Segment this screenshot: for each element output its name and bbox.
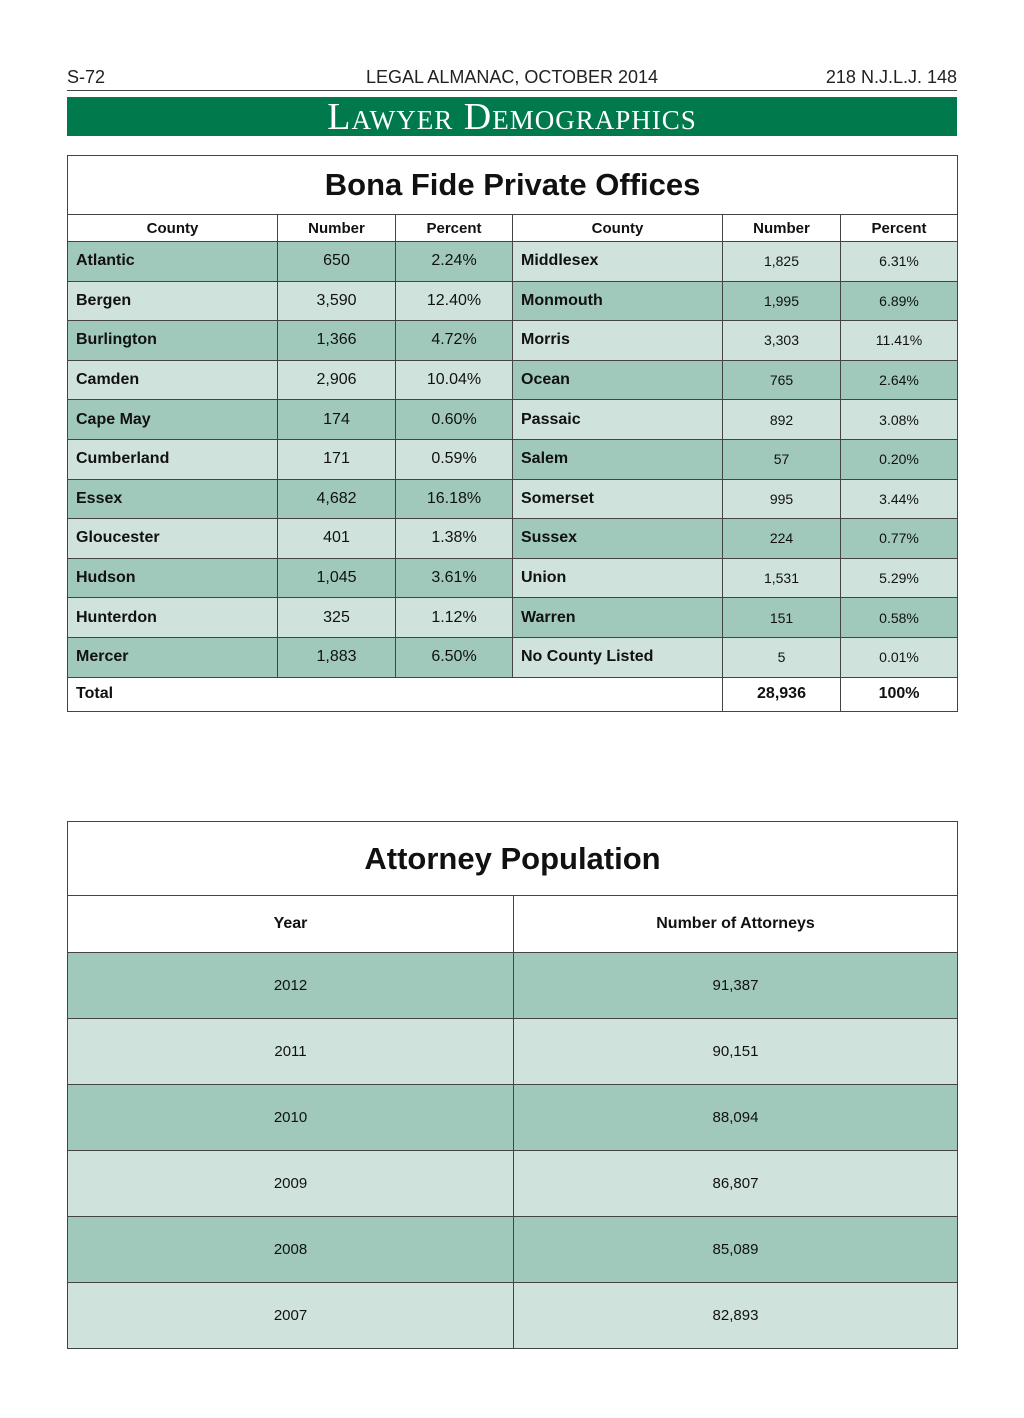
- table-row: [68, 598, 958, 638]
- number-cell: 401: [278, 519, 396, 559]
- number-cell: 1,531: [723, 558, 841, 598]
- percent-cell: 3.61%: [396, 558, 513, 598]
- population-table: [67, 821, 958, 1349]
- county-cell: No County Listed: [513, 637, 723, 677]
- county-cell: Passaic: [513, 400, 723, 440]
- table-row: [68, 1151, 958, 1217]
- county-cell: Union: [513, 558, 723, 598]
- table-row: [68, 558, 958, 598]
- table-row: [68, 321, 958, 361]
- county-cell: Bergen: [68, 281, 278, 321]
- percent-cell: 12.40%: [396, 281, 513, 321]
- number-cell: 765: [723, 360, 841, 400]
- county-cell: Warren: [513, 598, 723, 638]
- table-row: [68, 1019, 958, 1085]
- percent-cell: 5.29%: [841, 558, 958, 598]
- percent-cell: 0.20%: [841, 439, 958, 479]
- year-cell: 2009: [68, 1151, 514, 1217]
- county-cell: Sussex: [513, 519, 723, 559]
- year-cell: 2011: [68, 1019, 514, 1085]
- county-cell: Morris: [513, 321, 723, 361]
- population-column-headers: [68, 896, 958, 953]
- table-row: [68, 360, 958, 400]
- county-cell: Mercer: [68, 637, 278, 677]
- number-cell: 1,366: [278, 321, 396, 361]
- percent-cell: 11.41%: [841, 321, 958, 361]
- number-cell: 650: [278, 242, 396, 282]
- total-percent: 100%: [841, 677, 958, 711]
- number-cell: 151: [723, 598, 841, 638]
- percent-cell: 1.38%: [396, 519, 513, 559]
- column-header: Number: [723, 215, 841, 242]
- county-cell: Ocean: [513, 360, 723, 400]
- number-cell: 57: [723, 439, 841, 479]
- number-cell: 892: [723, 400, 841, 440]
- percent-cell: 4.72%: [396, 321, 513, 361]
- year-cell: 2007: [68, 1283, 514, 1349]
- percent-cell: 10.04%: [396, 360, 513, 400]
- table-row: [68, 953, 958, 1019]
- table-row: [68, 1217, 958, 1283]
- number-cell: 5: [723, 637, 841, 677]
- page-number: S-72: [67, 67, 106, 87]
- county-cell: Somerset: [513, 479, 723, 519]
- county-cell: Camden: [68, 360, 278, 400]
- county-cell: Atlantic: [68, 242, 278, 282]
- percent-cell: 0.58%: [841, 598, 958, 638]
- table-row: [68, 519, 958, 559]
- percent-cell: 0.60%: [396, 400, 513, 440]
- number-cell: 1,883: [278, 637, 396, 677]
- county-cell: Burlington: [68, 321, 278, 361]
- column-header: Number: [278, 215, 396, 242]
- year-cell: 2008: [68, 1217, 514, 1283]
- county-cell: Middlesex: [513, 242, 723, 282]
- number-cell: 1,995: [723, 281, 841, 321]
- percent-cell: 0.59%: [396, 439, 513, 479]
- number-cell: 1,825: [723, 242, 841, 282]
- attorney-count-cell: 90,151: [514, 1019, 958, 1085]
- offices-column-headers: [68, 215, 958, 242]
- percent-cell: 16.18%: [396, 479, 513, 519]
- total-number: 28,936: [723, 677, 841, 711]
- number-cell: 174: [278, 400, 396, 440]
- column-header: Percent: [396, 215, 513, 242]
- citation: 218 N.J.L.J. 148: [825, 67, 957, 87]
- number-cell: 325: [278, 598, 396, 638]
- table-row: [68, 479, 958, 519]
- column-header: Number of Attorneys: [514, 896, 958, 953]
- column-header: County: [68, 215, 278, 242]
- offices-table: [67, 155, 958, 712]
- county-cell: Monmouth: [513, 281, 723, 321]
- number-cell: 2,906: [278, 360, 396, 400]
- number-cell: 224: [723, 519, 841, 559]
- offices-table-title: Bona Fide Private Offices: [68, 156, 958, 215]
- attorney-count-cell: 91,387: [514, 953, 958, 1019]
- county-cell: Cumberland: [68, 439, 278, 479]
- percent-cell: 0.77%: [841, 519, 958, 559]
- county-cell: Salem: [513, 439, 723, 479]
- table-row: [68, 637, 958, 677]
- county-cell: Gloucester: [68, 519, 278, 559]
- table-row: [68, 281, 958, 321]
- percent-cell: 2.24%: [396, 242, 513, 282]
- year-cell: 2010: [68, 1085, 514, 1151]
- county-cell: Essex: [68, 479, 278, 519]
- county-cell: Cape May: [68, 400, 278, 440]
- attorney-count-cell: 86,807: [514, 1151, 958, 1217]
- section-banner: Lawyer Demographics: [67, 97, 957, 136]
- percent-cell: 3.08%: [841, 400, 958, 440]
- percent-cell: 3.44%: [841, 479, 958, 519]
- number-cell: 3,590: [278, 281, 396, 321]
- percent-cell: 6.31%: [841, 242, 958, 282]
- county-cell: Hudson: [68, 558, 278, 598]
- table-row: [68, 1085, 958, 1151]
- year-cell: 2012: [68, 953, 514, 1019]
- percent-cell: 1.12%: [396, 598, 513, 638]
- attorney-count-cell: 82,893: [514, 1283, 958, 1349]
- number-cell: 995: [723, 479, 841, 519]
- percent-cell: 0.01%: [841, 637, 958, 677]
- number-cell: 4,682: [278, 479, 396, 519]
- column-header: Percent: [841, 215, 958, 242]
- number-cell: 1,045: [278, 558, 396, 598]
- offices-total-row: [68, 677, 958, 711]
- percent-cell: 6.50%: [396, 637, 513, 677]
- county-cell: Hunterdon: [68, 598, 278, 638]
- column-header: Year: [68, 896, 514, 953]
- table-row: [68, 439, 958, 479]
- running-header: [67, 66, 957, 91]
- publication-title: LEGAL ALMANAC, OCTOBER 2014: [365, 67, 659, 87]
- table-row: [68, 242, 958, 282]
- attorney-count-cell: 88,094: [514, 1085, 958, 1151]
- number-cell: 171: [278, 439, 396, 479]
- total-label: Total: [68, 677, 723, 711]
- attorney-count-cell: 85,089: [514, 1217, 958, 1283]
- percent-cell: 2.64%: [841, 360, 958, 400]
- number-cell: 3,303: [723, 321, 841, 361]
- table-row: [68, 400, 958, 440]
- percent-cell: 6.89%: [841, 281, 958, 321]
- column-header: County: [513, 215, 723, 242]
- population-table-title: Attorney Population: [68, 822, 958, 896]
- table-row: [68, 1283, 958, 1349]
